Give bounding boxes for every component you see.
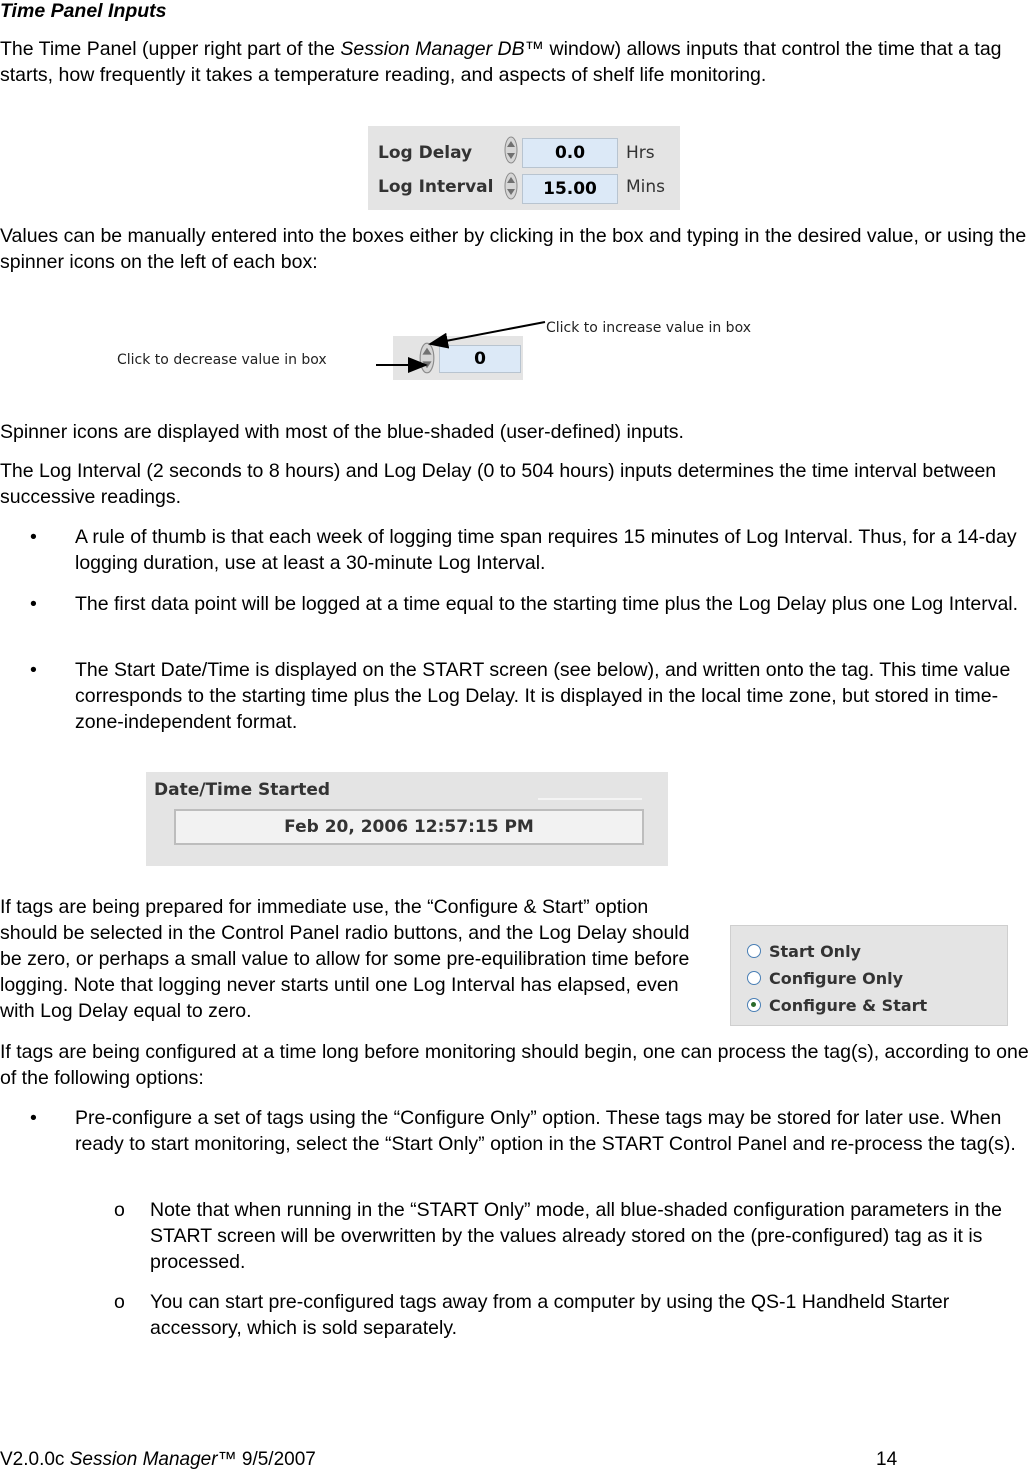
bullet-marker: • [30, 659, 37, 681]
footer-date: 9/5/2007 [241, 1449, 316, 1470]
sub-bullet-marker: o [114, 1199, 125, 1221]
configure-paragraph: If tags are being configured at a time long before monitoring should begin, one can process the tag(s), according to one of the following options: [0, 1041, 1029, 1089]
bullet-item: The first data point will be logged at a time equal to the starting time plus the Log Delay plus one Log Interval. [75, 593, 1019, 615]
app-name: Session Manager DB™ [340, 38, 545, 60]
radio-label: Start Only [769, 941, 861, 961]
spinner-paragraph: Spinner icons are displayed with most of the blue-shaded (user-defined) inputs. [0, 421, 684, 443]
sub-bullet-marker: o [114, 1291, 125, 1313]
radio-start-only[interactable] [747, 939, 861, 963]
intro-text-start: The Time Panel (upper right part of the [0, 38, 341, 60]
bullet-item: Pre-configure a set of tags using the “Configure Only” option. These tags may be stored for later use. When ready to start monitoring, select the “Start Only” option in the START Control Panel and re-process the tag(s). [75, 1107, 1016, 1155]
radio-selected-icon[interactable] [747, 998, 761, 1012]
radio-configure-start[interactable] [747, 993, 927, 1017]
increase-annotation: Click to increase value in box [546, 320, 751, 336]
log-interval-input[interactable]: 15.00 [522, 174, 618, 204]
bullet-item: The Start Date/Time is displayed on the START screen (see below), and written onto the tag. This time value corresponds to the starting time plus the Log Delay. It is displayed in the local time zone, but stored in time-zone-independent format. [75, 659, 1011, 733]
log-interval-paragraph: The Log Interval (2 seconds to 8 hours) and Log Delay (0 to 504 hours) inputs determines the time interval between successive readings. [0, 460, 997, 508]
date-time-panel-screenshot [146, 772, 668, 866]
date-time-value-field: Feb 20, 2006 12:57:15 PM [174, 809, 644, 845]
sub-bullet-item: Note that when running in the “START Only” mode, all blue-shaded configuration parameters in the START screen will be overwritten by the values already stored on the (pre-configured) tag as it is processed. [150, 1199, 1002, 1273]
radio-circle-icon[interactable] [747, 971, 761, 985]
log-interval-spinner-icon[interactable] [504, 172, 518, 200]
bullet-item: A rule of thumb is that each week of logging time span requires 15 minutes of Log Interval. Thus, for a 14-day logging duration, use at least a 30-minute Log Interval. [75, 526, 1017, 574]
footer-version: V2.0.0c [0, 1449, 65, 1470]
log-delay-spinner-icon[interactable] [504, 136, 518, 164]
radio-label: Configure & Start [769, 995, 928, 1015]
demo-spinner-icon[interactable] [419, 342, 435, 374]
bullet-marker: • [30, 593, 37, 615]
log-delay-input[interactable]: 0.0 [522, 138, 618, 168]
date-time-label: Date/Time Started [154, 780, 331, 800]
control-panel-radio-group [730, 925, 1008, 1026]
bullet-marker: • [30, 526, 37, 548]
panel-divider [538, 798, 642, 800]
radio-label: Configure Only [769, 968, 904, 988]
intro-paragraph [0, 36, 1030, 88]
log-interval-unit: Mins [626, 177, 666, 197]
page-number: 14 [876, 1449, 898, 1470]
radio-circle-icon[interactable] [747, 944, 761, 958]
radio-configure-only[interactable] [747, 966, 903, 990]
page-footer [0, 1449, 316, 1471]
footer-product: Session Manager™ [69, 1449, 237, 1470]
intro-text-end: window) allows inputs that control the time that a tag starts, how frequently it takes a temperature reading, and aspects of shelf life monitoring. [0, 38, 1002, 86]
bullet-marker: • [30, 1107, 37, 1129]
section-heading: Time Panel Inputs [0, 0, 167, 22]
log-interval-label: Log Interval [378, 177, 494, 197]
demo-value-input[interactable]: 0 [439, 345, 521, 373]
spinner-demo-screenshot [393, 336, 523, 380]
log-delay-label: Log Delay [378, 143, 473, 163]
immediate-use-text: If tags are being prepared for immediate use, the “Configure & Start” option should be selected in the Control Panel radio buttons, and the Log Delay should be zero, or perhaps a small value to allow for some pre-equilibration time before logging. Note that logging never starts until one Log Interval has elapsed, even with Log Delay equal to zero. [0, 896, 690, 1022]
manual-entry-paragraph: Values can be manually entered into the boxes either by clicking in the box and typing in the desired value, or using the spinner icons on the left of each box: [0, 225, 1027, 273]
decrease-annotation: Click to decrease value in box [117, 352, 327, 368]
sub-bullet-item: You can start pre-configured tags away from a computer by using the QS-1 Handheld Starter accessory, which is sold separately. [150, 1291, 950, 1339]
log-delay-unit: Hrs [626, 143, 655, 163]
time-panel-screenshot [368, 126, 680, 210]
